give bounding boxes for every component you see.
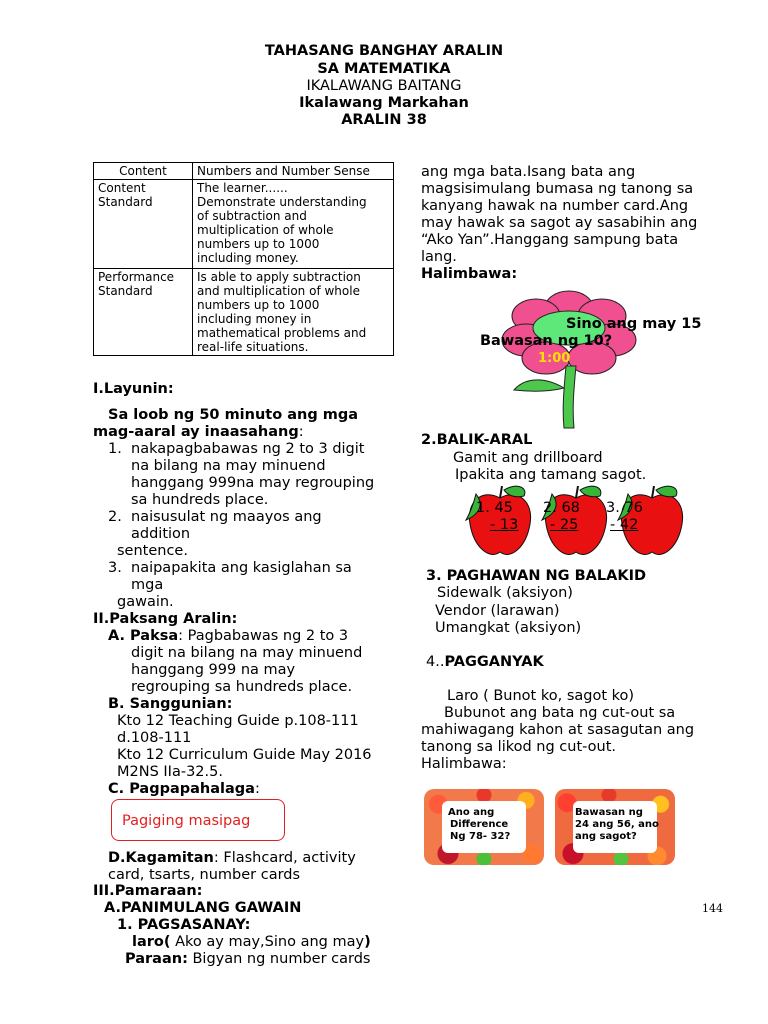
pagganyak-label: PAGGANYAK xyxy=(444,654,544,670)
objective-number: 2. xyxy=(108,509,122,525)
procedure-text: lang. xyxy=(421,249,457,265)
title-line4: Ikalawang Markahan xyxy=(299,95,469,111)
cell-text: Standard xyxy=(98,284,153,298)
table-cell xyxy=(94,269,193,356)
title-line5: ARALIN 38 xyxy=(341,112,427,128)
paksa-text: digit na bilang na may minuend xyxy=(131,645,363,661)
cell-text: Is able to apply subtraction xyxy=(197,270,361,284)
objective-text: addition xyxy=(131,526,191,542)
balik-aral-text: Gamit ang drillboard xyxy=(453,450,603,466)
title-line1: TAHASANG BANGHAY ARALIN xyxy=(264,43,504,59)
balik-aral-heading: 2.BALIK-ARAL xyxy=(421,432,533,448)
objective-text: nakapagbabawas ng 2 to 3 digit xyxy=(131,441,365,457)
kagamitan-line xyxy=(108,850,356,867)
cell-text: including money in xyxy=(197,312,312,326)
objective-text: gawain. xyxy=(117,594,174,610)
objective-text: sa hundreds place. xyxy=(131,492,269,508)
halimbawa-heading: Halimbawa: xyxy=(421,266,518,282)
cell-text: multiplication of whole xyxy=(197,223,334,237)
intro-colon: : xyxy=(298,424,304,440)
cell-text: including money. xyxy=(197,251,299,265)
laro-line xyxy=(132,934,371,951)
cell-text: real-life situations. xyxy=(197,340,309,354)
card-text: 24 ang 56, ano xyxy=(575,819,659,830)
table-cell xyxy=(193,269,394,356)
objective-text: naisusulat ng maayos ang xyxy=(131,509,322,525)
apple-1-bottom: - 13 xyxy=(490,517,519,533)
pagganyak-text: Bubunot ang bata ng cut-out sa xyxy=(444,705,676,721)
procedure-text: magsisimulang bumasa ng tanong sa xyxy=(421,181,694,197)
cell-text: Standard xyxy=(98,195,153,209)
panimulang-heading: A.PANIMULANG GAWAIN xyxy=(104,900,302,916)
pamaraan-heading: III.Pamaraan: xyxy=(93,883,203,899)
flower-leaf xyxy=(514,380,564,391)
card-text: Ng 78- 32? xyxy=(450,831,511,842)
procedure-text: may hawak sa sagot ay sasabihin ang xyxy=(421,215,698,231)
card-text: ang sagot? xyxy=(575,831,637,842)
procedure-text: ang mga bata.Isang bata ang xyxy=(421,164,636,180)
paghawan-heading: 3. PAGHAWAN NG BALAKID xyxy=(426,568,647,584)
laro-label: laro( xyxy=(132,934,171,950)
layunin-heading: I.Layunin: xyxy=(93,381,174,397)
cell-text: mathematical problems and xyxy=(197,326,367,340)
sanggunian-text: Kto 12 Curriculum Guide May 2016 xyxy=(117,747,372,763)
cell-text: numbers up to 1000 xyxy=(197,298,320,312)
paksa-text: hanggang 999 na may xyxy=(131,662,296,678)
title-line3: IKALAWANG BAITANG xyxy=(306,78,462,94)
kagamitan-text: : Flashcard, activity xyxy=(213,850,356,866)
sanggunian-text: d.108-111 xyxy=(117,730,192,746)
pagganyak-heading xyxy=(426,654,544,671)
paghawan-item: Sidewalk (aksiyon) xyxy=(437,585,573,601)
apple-3-bottom: - 42 xyxy=(610,517,639,533)
paksa-line xyxy=(108,628,348,645)
flower-question-line2: Bawasan ng 10? xyxy=(480,333,613,349)
apple-2-bottom: - 25 xyxy=(550,517,579,533)
cell-text: of subtraction and xyxy=(197,209,307,223)
paksa-text: regrouping sa hundreds place. xyxy=(131,679,353,695)
pagsasanay-heading: 1. PAGSASANAY: xyxy=(117,917,251,933)
table-row xyxy=(94,163,394,180)
table-cell xyxy=(193,180,394,269)
paghawan-item: Umangkat (aksiyon) xyxy=(435,620,582,636)
objective-text: hanggang 999na may regrouping xyxy=(131,475,375,491)
objective-number: 1. xyxy=(108,441,122,457)
intro-line1: Sa loob ng 50 minuto ang mga xyxy=(108,407,359,423)
paraan-label: Paraan: xyxy=(125,951,188,967)
sanggunian-text: Kto 12 Teaching Guide p.108-111 xyxy=(117,713,359,729)
card-text: Ano ang xyxy=(448,807,495,818)
kagamitan-text: card, tsarts, number cards xyxy=(108,867,301,883)
question-card-2 xyxy=(555,789,675,865)
sanggunian-heading: B. Sanggunian: xyxy=(108,696,233,712)
value-text: Pagiging masipag xyxy=(122,813,251,829)
table-row xyxy=(94,180,394,269)
card-text: Difference xyxy=(450,819,509,830)
laro-close: ) xyxy=(364,934,371,950)
objective-text: mga xyxy=(131,577,164,593)
standards-table xyxy=(93,162,394,356)
card-text: Bawasan ng xyxy=(575,807,643,818)
laro-title: Laro ( Bunot ko, sagot ko) xyxy=(447,688,635,704)
flower-decor-text: 1:00 xyxy=(538,351,571,366)
flower-illustration xyxy=(484,288,654,433)
apple-1-top: 1. 45 xyxy=(476,500,513,516)
procedure-text: kanyang hawak na number card.Ang xyxy=(421,198,689,214)
title-line2: SA MATEMATIKA xyxy=(317,61,451,77)
cell-text: Content xyxy=(98,181,146,195)
paksang-heading: II.Paksang Aralin: xyxy=(93,611,238,627)
objective-text: na bilang na may minuend xyxy=(131,458,326,474)
laro-text: Ako ay may,Sino ang may xyxy=(170,934,365,950)
table-row xyxy=(94,269,394,356)
kagamitan-label: D.Kagamitan xyxy=(108,850,214,866)
objective-text: sentence. xyxy=(117,543,188,559)
flower-stem xyxy=(563,366,576,428)
paksa-text: : Pagbabawas ng 2 to 3 xyxy=(178,628,349,644)
balik-aral-text: Ipakita ang tamang sagot. xyxy=(455,467,647,483)
pagganyak-number: 4.. xyxy=(426,654,445,670)
intro-bold: mag-aaral ay inaasahang xyxy=(93,424,299,440)
cell-text: and multiplication of whole xyxy=(197,284,360,298)
procedure-text: “Ako Yan”.Hanggang sampung bata xyxy=(421,232,679,248)
halimbawa2-heading: Halimbawa: xyxy=(421,756,507,772)
table-cell: Content xyxy=(94,163,193,180)
pagganyak-text: mahiwagang kahon at sasagutan ang xyxy=(421,722,695,738)
paghawan-item: Vendor (larawan) xyxy=(435,603,560,619)
cell-text: The learner...... xyxy=(197,181,288,195)
table-cell xyxy=(94,180,193,269)
cell-text: Performance xyxy=(98,270,175,284)
cell-text: numbers up to 1000 xyxy=(197,237,320,251)
flower-question-line1: Sino ang may 15 xyxy=(566,316,702,332)
apple-3-top: 3. 76 xyxy=(606,500,643,516)
pagpapahalaga-colon: : xyxy=(254,781,260,797)
objective-text: naipapakita ang kasiglahan sa xyxy=(131,560,352,576)
cell-text: Demonstrate understanding xyxy=(197,195,367,209)
paraan-text: Bigyan ng number cards xyxy=(187,951,371,967)
page-number: 144 xyxy=(702,902,723,915)
table-cell: Numbers and Number Sense xyxy=(193,163,394,180)
pagganyak-text: tanong sa likod ng cut-out. xyxy=(421,739,617,755)
intro-line2 xyxy=(93,424,304,441)
objective-number: 3. xyxy=(108,560,122,576)
pagpapahalaga-line xyxy=(108,781,260,798)
question-card-1 xyxy=(424,789,544,865)
paksa-label: A. Paksa xyxy=(108,628,179,644)
sanggunian-text: M2NS IIa-32.5. xyxy=(117,764,223,780)
pagpapahalaga-label: C. Pagpapahalaga xyxy=(108,781,255,797)
apple-2-top: 2. 68 xyxy=(543,500,580,516)
paraan-line xyxy=(125,951,370,968)
